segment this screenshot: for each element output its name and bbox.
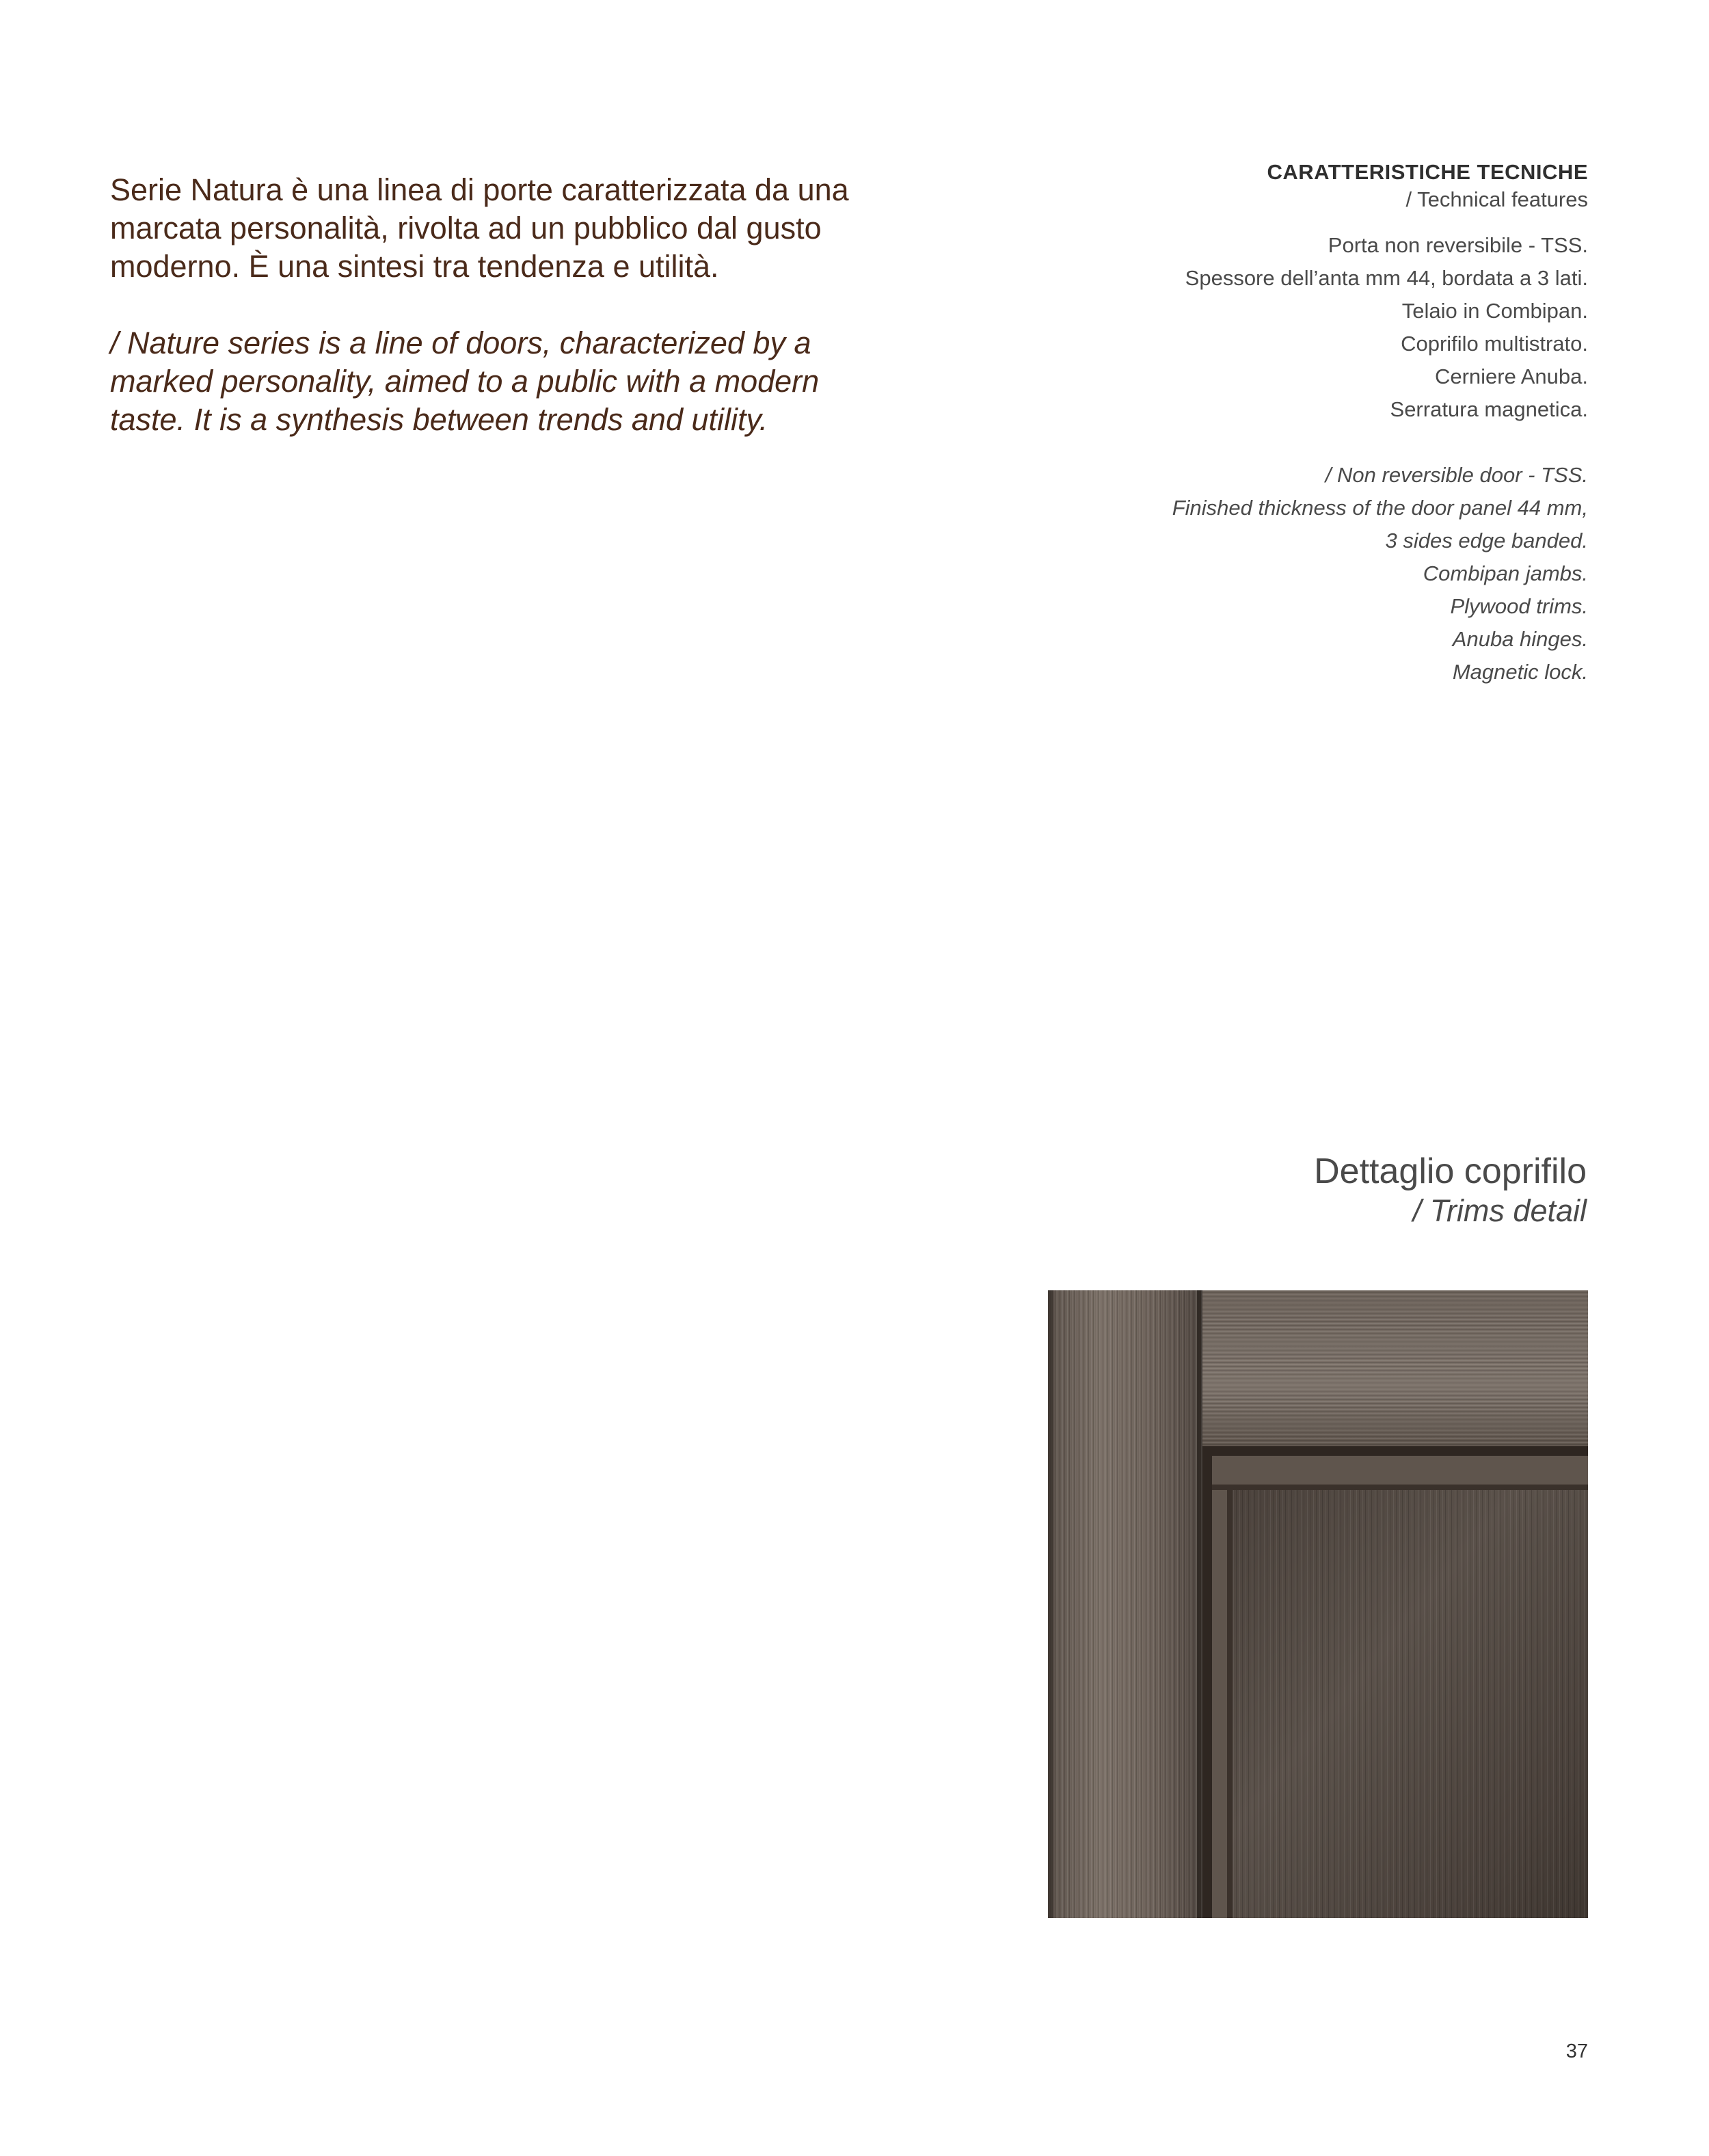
technical-heading: CARATTERISTICHE TECNICHE: [1267, 160, 1588, 184]
technical-line-it: Cerniere Anuba.: [1434, 364, 1588, 388]
intro-text-block: [110, 171, 869, 439]
technical-list-english: [1041, 459, 1588, 689]
technical-line-en: 3 sides edge banded.: [1385, 529, 1588, 553]
detail-title-italian: Dettaglio coprifilo: [1314, 1152, 1587, 1191]
intro-italian: Serie Natura è una linea di porte caratterizzata da una marcata personalità, rivolta ad un pubblico dal gusto moderno. È una sintesi tra tendenza e utilità.: [110, 172, 849, 284]
page-number: 37: [1565, 2040, 1588, 2062]
technical-subheading: / Technical features: [1405, 187, 1588, 211]
technical-line-it: Serratura magnetica.: [1390, 397, 1588, 421]
technical-line-en: Anuba hinges.: [1452, 627, 1588, 651]
trims-detail-photo: [1048, 1290, 1588, 1918]
detail-title-english: / Trims detail: [1412, 1193, 1587, 1228]
technical-line-en: Combipan jambs.: [1423, 561, 1588, 585]
technical-line-en: / Non reversible door - TSS.: [1325, 463, 1588, 487]
technical-list-italian: [1041, 229, 1588, 426]
technical-features: [1041, 159, 1588, 689]
intro-english: / Nature series is a line of doors, characterized by a marked personality, aimed to a public with a modern taste. It is a synthesis between trends and utility.: [110, 325, 820, 437]
technical-line-en: Plywood trims.: [1450, 594, 1588, 618]
technical-line-it: Porta non reversibile - TSS.: [1328, 233, 1588, 257]
technical-line-it: Coprifilo multistrato.: [1401, 332, 1588, 356]
trims-detail-title: [971, 1150, 1587, 1229]
technical-line-en: Magnetic lock.: [1452, 660, 1588, 684]
technical-line-en: Finished thickness of the door panel 44 mm,: [1172, 496, 1588, 520]
technical-line-it: Telaio in Combipan.: [1401, 299, 1588, 323]
wood-door-image: [1048, 1290, 1588, 1918]
technical-line-it: Spessore dell’anta mm 44, bordata a 3 lati.: [1185, 266, 1588, 290]
